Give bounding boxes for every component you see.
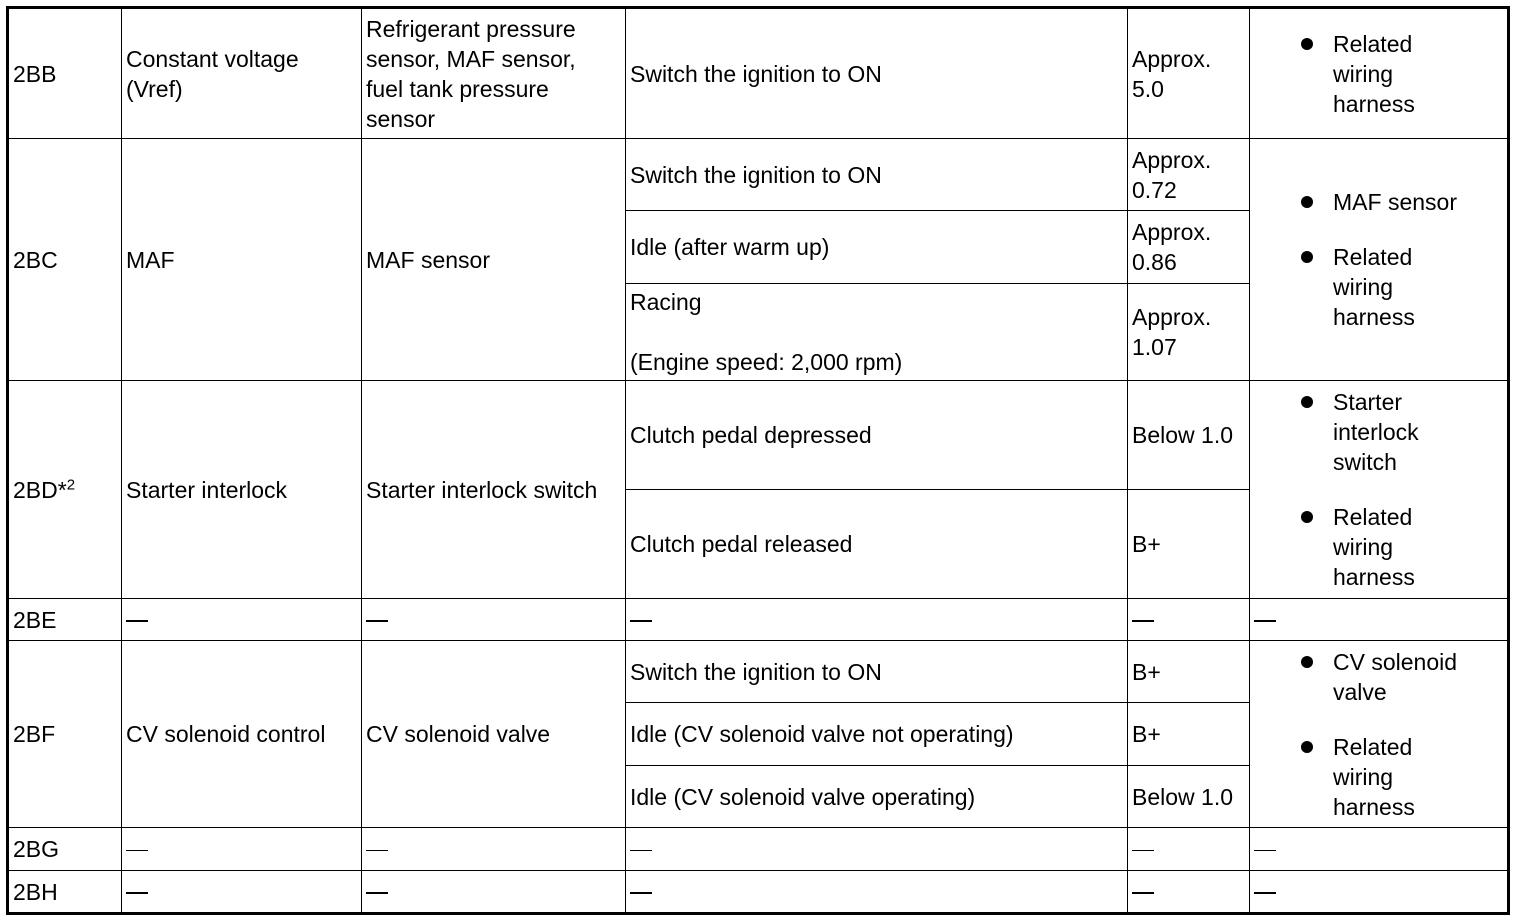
dash-icon [366, 850, 388, 851]
empty-cell [122, 871, 362, 914]
voltage-cell: Approx. 5.0 [1128, 8, 1250, 139]
check-item: Related wiring harness [1254, 732, 1503, 822]
connected-to-cell: MAF sensor [362, 139, 626, 381]
dash-icon [366, 620, 388, 622]
check-item-cell [1250, 8, 1509, 139]
terminal-cell: 2BB [8, 8, 122, 139]
check-item: Starter interlock switch [1254, 387, 1503, 477]
check-item: Related wiring harness [1254, 29, 1503, 119]
check-item: MAF sensor [1254, 187, 1503, 217]
bullet-icon [1301, 196, 1313, 208]
empty-cell [362, 828, 626, 871]
bullet-icon [1301, 741, 1313, 753]
empty-cell [122, 599, 362, 641]
signal-cell: Starter interlock [122, 381, 362, 599]
condition-cell: Clutch pedal depressed [626, 381, 1128, 490]
empty-cell [626, 871, 1128, 914]
table-row [8, 828, 1509, 871]
dash-icon [1254, 850, 1276, 851]
voltage-cell: B+ [1128, 703, 1250, 766]
dash-icon [630, 850, 652, 851]
bullet-icon [1301, 38, 1313, 50]
empty-cell [122, 828, 362, 871]
check-item: CV solenoid valve [1254, 647, 1503, 707]
table-row [8, 871, 1509, 914]
bullet-icon [1301, 656, 1313, 668]
dash-icon [1132, 620, 1154, 622]
empty-cell [626, 828, 1128, 871]
dash-icon [126, 850, 148, 851]
empty-cell [1128, 599, 1250, 641]
terminal-voltage-table [6, 6, 1510, 915]
voltage-cell: B+ [1128, 641, 1250, 703]
dash-icon [1254, 620, 1276, 622]
dash-icon [126, 620, 148, 622]
empty-cell [1250, 871, 1509, 914]
terminal-cell: 2BG [8, 828, 122, 871]
dash-icon [1132, 850, 1154, 851]
voltage-cell: Approx. 0.72 [1128, 139, 1250, 211]
table-row [8, 381, 1509, 490]
condition-cell: Racing (Engine speed: 2,000 rpm) [626, 284, 1128, 381]
dash-icon [366, 892, 388, 894]
condition-cell: Switch the ignition to ON [626, 139, 1128, 211]
signal-cell: CV solenoid control [122, 641, 362, 828]
bullet-icon [1301, 251, 1313, 263]
bullet-icon [1301, 511, 1313, 523]
condition-cell: Clutch pedal released [626, 490, 1128, 599]
condition-cell: Idle (CV solenoid valve operating) [626, 766, 1128, 828]
voltage-cell: B+ [1128, 490, 1250, 599]
empty-cell [1128, 871, 1250, 914]
voltage-cell: Approx. 1.07 [1128, 284, 1250, 381]
connected-to-cell: Starter interlock switch [362, 381, 626, 599]
signal-cell: Constant voltage (Vref) [122, 8, 362, 139]
condition-cell: Switch the ignition to ON [626, 641, 1128, 703]
terminal-cell: 2BF [8, 641, 122, 828]
connected-to-cell: CV solenoid valve [362, 641, 626, 828]
dash-icon [1132, 892, 1154, 894]
voltage-cell: Below 1.0 [1128, 766, 1250, 828]
empty-cell [626, 599, 1128, 641]
voltage-cell: Approx. 0.86 [1128, 211, 1250, 284]
check-item-cell [1250, 381, 1509, 599]
table-row [8, 641, 1509, 703]
terminal-cell: 2BH [8, 871, 122, 914]
table-row [8, 8, 1509, 139]
check-item: Related wiring harness [1254, 502, 1503, 592]
dash-icon [630, 620, 652, 622]
condition-cell: Switch the ignition to ON [626, 8, 1128, 139]
dash-icon [126, 892, 148, 894]
empty-cell [362, 871, 626, 914]
signal-cell: MAF [122, 139, 362, 381]
table-row [8, 139, 1509, 211]
empty-cell [1128, 828, 1250, 871]
terminal-cell: 2BC [8, 139, 122, 381]
dash-icon [1254, 892, 1276, 894]
empty-cell [1250, 599, 1509, 641]
table-row [8, 599, 1509, 641]
bullet-icon [1301, 396, 1313, 408]
footnote-marker: 2 [66, 475, 76, 493]
terminal-cell: 2BE [8, 599, 122, 641]
terminal-cell: 2BD*$^2$ [8, 381, 122, 599]
check-item: Related wiring harness [1254, 242, 1503, 332]
empty-cell [362, 599, 626, 641]
dash-icon [630, 892, 652, 894]
empty-cell [1250, 828, 1509, 871]
condition-cell: Idle (after warm up) [626, 211, 1128, 284]
connected-to-cell: Refrigerant pressure sensor, MAF sensor, fuel tank pressure sensor [362, 8, 626, 139]
check-item-cell [1250, 641, 1509, 828]
voltage-cell: Below 1.0 [1128, 381, 1250, 490]
condition-cell: Idle (CV solenoid valve not operating) [626, 703, 1128, 766]
check-item-cell [1250, 139, 1509, 381]
